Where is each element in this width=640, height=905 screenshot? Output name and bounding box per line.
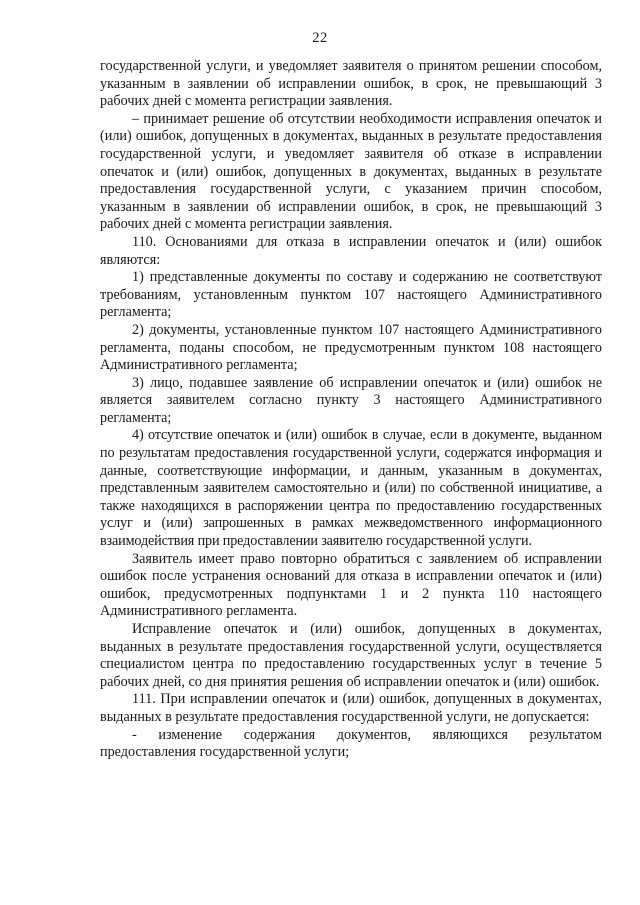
paragraph-110-item-2: 2) документы, установленные пунктом 107 настоящего Административного регламента, поданы способом, не предусмотренным пунктом 108 настоящего Административного регламента;: [100, 321, 602, 374]
paragraph-repeat-application: Заявитель имеет право повторно обратиться с заявлением об исправлении ошибок после устранения оснований для отказа в исправлении опечаток и (или) ошибок, предусмотренных подпунктами 1 и 2 пункта 110 настоящего Административного регламента.: [100, 550, 602, 620]
paragraph-110-heading: 110. Основаниями для отказа в исправлении опечаток и (или) ошибок являются:: [100, 233, 602, 268]
paragraph-correction-term: Исправление опечаток и (или) ошибок, допущенных в документах, выданных в результате предоставления государственной услуги, осуществляется специалистом центра по предоставлению государственных услуг в течение 5 рабочих дней, со дня принятия решения об исправлении опечаток и (или) ошибок.: [100, 621, 602, 690]
paragraph-111-heading: 111. При исправлении опечаток и (или) ошибок, допущенных в документах, выданных в результате предоставления государственной услуги, не допускается:: [100, 691, 602, 725]
paragraph-refusal-decision: – принимает решение об отсутствии необходимости исправления опечаток и (или) ошибок, допущенных в документах, выданных в результате предоставления государственной услуги, и уведомляет заявителя об отказе в исправлении опечаток и (или) ошибок, допущенных в документах, выданных в результате предоставления государственной услуги, с указанием причин способом, указанным в заявлении об исправлении ошибок, в срок, не превышающий 3 рабочих дней с момента регистрации заявления.: [100, 110, 602, 233]
paragraph-continuation: государственной услуги, и уведомляет заявителя о принятом решении способом, указанным в заявлении об исправлении ошибок, в срок, не превышающий 3 рабочих дней с момента регистрации заявления.: [100, 58, 602, 110]
paragraph-110-item-4: 4) отсутствие опечаток и (или) ошибок в случае, если в документе, выданном по результатам предоставления государственной услуги, содержатся информация и данные, соответствующие информации, и данным, указанным в документах, представленным заявителем самостоятельно и (или) по собственной инициативе, а также находящихся в распоряжении центра по предоставлению государственных услуг и (или) запрошенных в рамках межведомственного информационного взаимодействия при предоставлении заявителю государственной услуги.: [100, 427, 602, 550]
paragraph-111-item-1: - изменение содержания документов, являющихся результатом предоставления государственной услуги;: [100, 726, 602, 761]
page-number: 22: [312, 30, 328, 46]
document-body: [100, 58, 602, 762]
paragraph-110-item-1: 1) представленные документы по составу и содержанию не соответствуют требованиям, установленным пунктом 107 настоящего Административного регламента;: [100, 269, 602, 321]
paragraph-110-item-3: 3) лицо, подавшее заявление об исправлении опечаток и (или) ошибок не является заявителем согласно пункту 3 настоящего Административного регламента;: [100, 374, 602, 426]
